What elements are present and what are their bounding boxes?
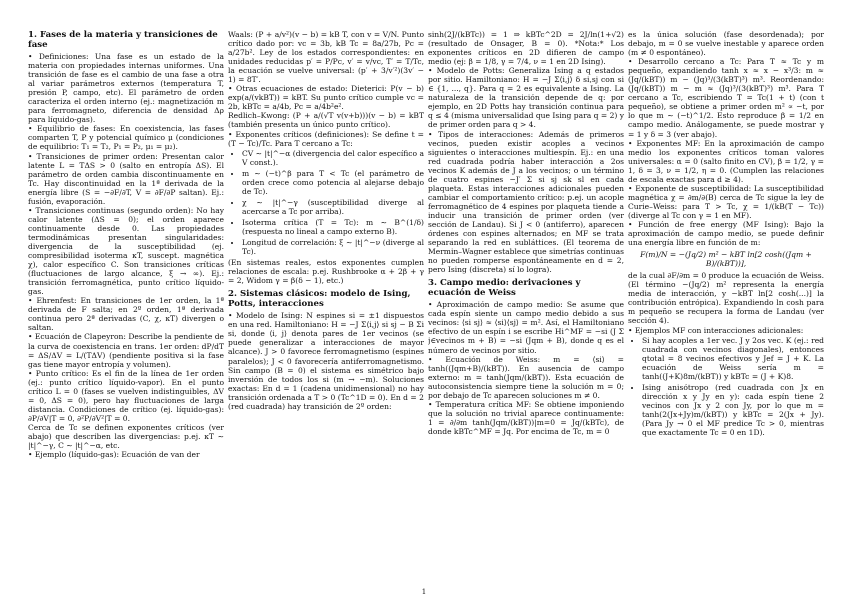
- paragraph: Cerca de Tc se definen exponentes críticos (ver abajo) que describen las divergencias: p.ej. κT ∼ |t|^−γ, C ∼ |t|^−α, etc.: [28, 422, 224, 451]
- paragraph: es la única solución (fase desordenada); por debajo, m = 0 se vuelve inestable y aparece orden (m ≠ 0 espontáneo).: [628, 30, 824, 58]
- paragraph: • Exponente de susceptibilidad: La susceptibilidad magnética χ = ∂m/∂(B) cerca de Tc sigue la ley de Curie–Weiss: para T > Tc, χ = 1/(kB(T − Tc)) (diverge al Tc con γ = 1 en MF).: [628, 183, 824, 220]
- paragraph: (En sistemas reales, estos exponentes cumplen relaciones de escala: p.ej. Rushbrooke α + 2β + γ = 2, Widom γ = β(δ − 1), etc.): [228, 258, 424, 286]
- list-item: • Si hay acoples a 1er vec. J y 2os vec. K (ej.: red cuadrada con vecinos diagonales), entonces qtotal = 8 vecinos efectivos y Jef = J + K. La ecuación de Weiss sería m = tanh((J+K)8m/(kBT)) y kBTc = (J + K)8.: [642, 336, 824, 381]
- paragraph: • Otras ecuaciones de estado: Dieterici: P(v − b) exp(a/(vkBT)) = kBT. Su punto crítico cumple vc = 2b, kBTc = a/4b, Pc = a/4b²e².: [228, 84, 424, 112]
- paragraph: • Aproximación de campo medio: Se asume que cada espín siente un campo medio debido a sus vecinos: ⟨si sj⟩ ≈ ⟨si⟩⟨sj⟩ = m². Así, el Hamiltoniano efectivo de un espín i se escribe Hi^MF = −si (J Σ j∈vecinos m + B) = −si (Jqm + B), donde q es el número de vecinos por sitio.: [428, 300, 624, 355]
- critical-exponents-list: [228, 149, 424, 257]
- paragraph: • Modelo de Potts: Generaliza Ising a q estados por sitio. Hamiltoniano: H = −J Σ⟨i,j⟩ δ si,sj con si ∈ {1, ..., q}. Para q = 2 es equivalente a Ising. La naturaleza de la transición depende de q: por ejemplo, en 2D Potts hay transición continua para q ≤ 4 (misma universalidad que Ising para q = 2) y de primer orden para q > 4.: [428, 66, 624, 130]
- section-3-heading: 3. Campo medio: derivaciones y ecuación de Weiss: [428, 278, 581, 299]
- paragraph: • Desarrollo cercano a Tc: Para T ≈ Tc y m pequeño, expandiendo tanh x ≈ x − x³/3: m ≈ (Jq/(kBT)) m − (Jq)³/(3(kBT)³) m³. Reordenando: (Jq/(kBT)) m − m ≈ (Jq)³/(3(kBT)³) m³. Para T cercano a Tc, escribiendo T = Tc(1 + t) (con t pequeño), se obtiene a primer orden m² ∝ −t, por lo que m ∼ (−t)^1/2. Esto reproduce β = 1/2 en campo medio. Análogamente, se puede mostrar γ = 1 y δ = 3 (ver abajo).: [628, 57, 824, 139]
- list-item: • Ising anisótropo (red cuadrada con Jx en dirección x y Jy en y): cada espín tiene 2 vecinos con Jx y 2 con Jy, por lo que m = tanh(2(Jx+Jy)m/(kBT)) y kBTc = 2(Jx + Jy). (Para Jy → 0 el MF predice Tc > 0, mientras que exactamente Tc = 0 en 1D).: [642, 383, 824, 437]
- list-item: • Longitud de correlación: ξ ∼ |t|^−ν (diverge al Tc).: [242, 238, 424, 256]
- paragraph: de la cual ∂F/∂m = 0 produce la ecuación de Weiss. (El término −(Jq/2) m² representa la energía media de interacción, y −kBT ln[2 cosh(...)] la contribución entrópica). Expandiendo ln cosh para m pequeño se recupera la forma de Landau (ver sección 4).: [628, 271, 824, 326]
- column-2: [228, 30, 424, 590]
- paragraph: • Punto crítico: Es el fin de la línea de 1er orden (ej.: punto crítico líquido-vapor). En el punto crítico L = 0 (fases se vuelven indistinguibles, ΔV = 0, ΔS = 0), pero hay fluctuaciones de larga distancia. Condiciones de crítico (ej. líquido-gas): ∂P/∂V|T = 0, ∂²P/∂V²|T = 0.: [28, 368, 224, 423]
- list-item: • χ ∼ |t|^−γ (susceptibilidad diverge al acercarse a Tc por arriba).: [242, 198, 424, 216]
- page-number: 1: [421, 588, 427, 596]
- paragraph: • Transiciones continuas (segundo orden): No hay calor latente (ΔS = 0); el orden aparece continuamente desde 0. Las propiedades termodinámicas presentan singularidades: divergencia de la susceptibilidad (ej. compresibilidad isoterma κT, suscept. magnética χ), calor específico C. Son transiciones críticas (fluctuaciones de largo alcance, ξ → ∞). Ej.: transición ferromagnética, punto crítico líquido-gas.: [28, 205, 224, 297]
- list-item: • Isoterma crítica (T = Tc): m ∼ B^(1/δ) (respuesta no lineal a campo externo B).: [242, 218, 424, 236]
- paragraph: • Exponentes críticos (definiciones): Se define t = (T − Tc)/Tc. Para T cercano a Tc:: [228, 129, 424, 148]
- section-2-heading: 2. Sistemas clásicos: modelo de Ising, Potts, interacciones: [228, 289, 411, 310]
- column-4: [628, 30, 824, 590]
- paragraph: • Ejemplo (líquido-gas): Ecuación de van der: [28, 450, 200, 460]
- paragraph: • Ecuación de Clapeyron: Describe la pendiente de la curva de coexistencia en trans. 1er orden: dP/dT = ΔS/ΔV = L/(TΔV) (pendiente positiva si la fase gas tiene mayor entropía y volumen).: [28, 332, 224, 369]
- column-3: [428, 30, 624, 590]
- paragraph: • Tipos de interacciones: Además de primeros vecinos, pueden existir acoples a vecinos siguientes o interacciones multiespín. Ej.: en una red cuadrada podría haber interacción a 2os vecinos K además de J a los vecinos; o un término de cuatro espines −J′ Σ si sj sk sl en cada plaqueta. Estas interacciones adicionales pueden cambiar el comportamiento crítico: p.ej. un acople ferromagnético de 4 espines por plaqueta tiende a inducir una transición de primer orden (ver sección de Landau). Si J < 0 (antiferro), aparecen órdenes con espines alternados; en MF se trata separando la red en subláttices. (El teorema de Mermin–Wagner establece que simetrías continuas no pueden romperse espontáneamente en d = 2, pero Ising (discreta) sí lo logra).: [428, 129, 624, 275]
- paragraph: • Ehrenfest: En transiciones de 1er orden, la 1ª derivada de F salta; en 2º orden, 1ª derivada continua pero 2ª derivadas (C, χ, κT) divergen o saltan.: [28, 296, 224, 333]
- list-item: • m ∼ (−t)^β para T < Tc (el parámetro de orden crece como potencia al alejarse debajo de Tc).: [242, 169, 424, 196]
- section-1-heading: 1. Fases de la materia y transiciones de fase: [28, 30, 218, 50]
- list-item: • CV ∼ |t|^−α (divergencia del calor específico a V const.).: [242, 149, 424, 167]
- paragraph: • Temperatura crítica MF: Se obtiene imponiendo que la solución no trivial aparece continuamente: 1 = ∂/∂m tanh(Jqm/(kBT))|m=0 = Jq/(kBTc), de donde kBTc^MF = Jq. Por encima de Tc, m = 0: [428, 399, 624, 436]
- paragraph: Waals: (P + a/v²)(v − b) = kB T, con v = V/N. Punto crítico dado por: vc = 3b, kB Tc = 8a/27b, Pc = a/27b². Ley de los estados correspondientes: en unidades reducidas p′ = P/Pc, v′ = v/vc, T′ = T/Tc, la ecuación se vuelve universal: (p′ + 3/v′²)(3v′ − 1) = 8T′.: [228, 30, 424, 85]
- paragraph: • Ecuación de Weiss: m = ⟨si⟩ = tanh((Jqm+B)/(kBT)). En ausencia de campo externo: m = tanh(Jqm/(kBT)). Esta ecuación de autoconsistencia siempre tiene la solución m = 0; por debajo de Tc aparecen soluciones m ≠ 0.: [428, 354, 624, 400]
- free-energy-equation: F(m)/N = −(Jq/2) m² − kBT ln[2 cosh((Jqm + B)/(kBT))],: [640, 250, 812, 269]
- mf-examples-list: [628, 336, 824, 438]
- paragraph: Redlich–Kwong: (P + a/(√T v(v+b)))(v − b) = kBT (también presenta un único punto crítico).: [228, 111, 424, 130]
- column-1: [28, 30, 224, 590]
- paragraph: • Definiciones: Una fase es un estado de la materia con propiedades internas uniformes. Una transición de fase es el cambio de una fase a otra al variar parámetros externos (temperatura T, presión P, campo, etc). El parámetro de orden caracteriza el orden interno (ej.: magnetización m para ferromagneto, diferencia de densidad Δρ para líquido-gas).: [28, 52, 224, 125]
- paragraph: • Equilibrio de fases: En coexistencia, las fases comparten T, P y potencial químico μ (condiciones de equilibrio: T₁ = T₂, P₁ = P₂, μ₁ = μ₂).: [28, 124, 224, 152]
- paragraph: • Exponentes MF: En la aproximación de campo medio los exponentes críticos toman valores universales: α = 0 (salto finito en CV), β = 1/2, γ = 1, δ = 3, ν = 1/2, η = 0. (Cumplen las relaciones de escala exactas para d ≥ 4).: [628, 138, 824, 184]
- paragraph: • Modelo de Ising: N espines si = ±1 dispuestos en una red. Hamiltoniano: H = −J Σ⟨i,j⟩ si sj − B Σi si, donde ⟨i, j⟩ denota pares de 1er vecinos (se puede generalizar a interacciones de mayor alcance). J > 0 favorece ferromagnetismo (espines paralelos); J < 0 favorecería antiferromagnetismo. Sin campo (B = 0) el sistema es simétrico bajo inversión de todos los si (m → −m). Soluciones exactas: En d = 1 (cadena unidimensional) no hay transición ordenada a T > 0 (Tc^1D = 0). En d = 2 (red cuadrada) hay transición de 2º orden:: [228, 311, 424, 411]
- paragraph: • Función de free energy (MF Ising): Bajo la aproximación de campo medio, se puede definir una energía libre en función de m:: [628, 219, 824, 248]
- paragraph: sinh(2J/(kBTc)) = 1 ⇒ kBTc^2D = 2J/ln(1+√2) (resultado de Onsager, B = 0). *Nota:* Los exponentes críticos en 2D difieren de campo medio (ej: β = 1/8, γ = 7/4, ν = 1 en 2D Ising).: [428, 30, 624, 67]
- paragraph: • Transiciones de primer orden: Presentan calor latente L = TΔS > 0 (salto en entropía ΔS). El parámetro de orden cambia discontinuamente en Tc. Hay discontinuidad en la 1ª derivada de la energía libre (S = −∂F/∂T, V = ∂F/∂P saltan). Ej.: fusión, evaporación.: [28, 151, 224, 206]
- paragraph: • Ejemplos MF con interacciones adicionales:: [628, 325, 804, 335]
